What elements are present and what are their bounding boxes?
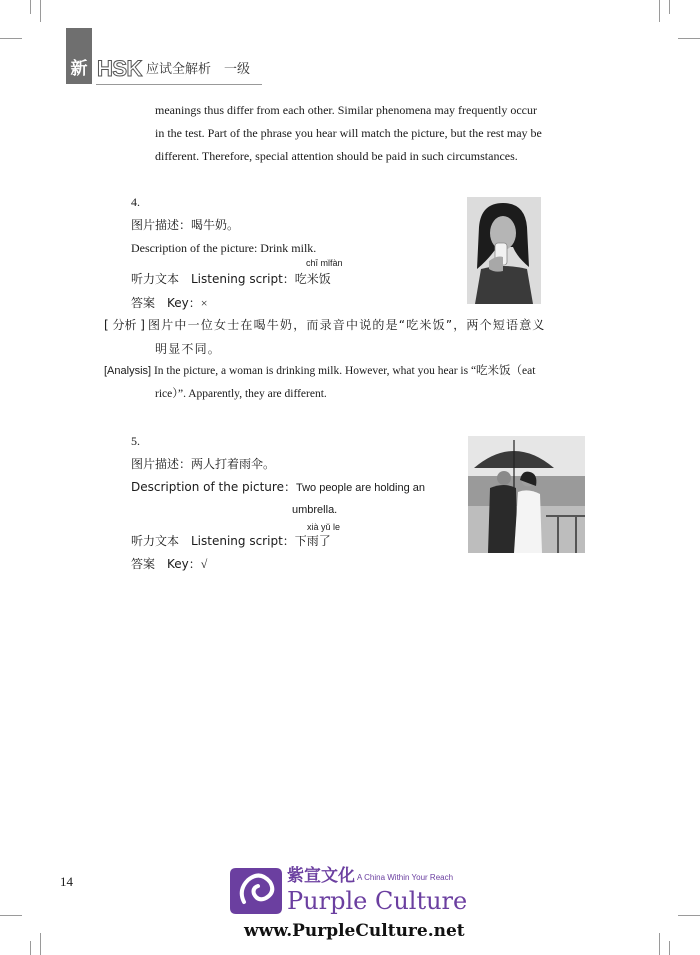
crop-mark	[678, 915, 700, 916]
q4-analysis-en-line: rice）”. Apparently, they are different.	[155, 388, 327, 400]
q5-script-pinyin: xià yǔ le	[307, 522, 341, 532]
q4-script-label: 听力文本 Listening script：	[131, 272, 295, 286]
header-xin: 新	[70, 59, 88, 79]
crop-mark	[30, 941, 31, 955]
q4-key-label: 答案 Key：	[131, 296, 201, 310]
q5-script-label: 听力文本 Listening script：	[131, 534, 295, 548]
q5-key-value: √	[200, 557, 208, 571]
q5-script-cn: 下雨了	[294, 534, 331, 548]
crop-mark	[30, 0, 31, 14]
q4-analysis-cn-label: [ 分析 ]	[104, 318, 145, 332]
q4-analysis-cn-line: 图片中一位女士在喝牛奶，而录音中说的是“吃米饭”，两个短语意义	[148, 318, 546, 332]
q4-analysis-en-line: In the picture, a woman is drinking milk. However, what you hear is “吃米饭（eat	[153, 365, 536, 377]
crop-mark	[40, 0, 41, 22]
crop-mark	[678, 38, 700, 39]
q4-desc-cn: 图片描述：喝牛奶。	[131, 218, 240, 232]
purple-swirl-icon	[228, 862, 284, 920]
crop-mark	[659, 0, 660, 22]
woman-drinking-milk-image	[467, 197, 541, 304]
q5-number: 5.	[131, 434, 140, 448]
q5-desc-en-line: Two people are holding an	[295, 482, 426, 494]
q4-analysis-cn-line: 明显不同。	[155, 342, 222, 356]
intro-line: in the test. Part of the phrase you hear will match the picture, but the rest may be	[155, 126, 542, 140]
header-rule	[96, 84, 262, 85]
q4-script-pinyin: chī mǐfàn	[306, 258, 343, 268]
q4-script-cn: 吃米饭	[294, 272, 331, 286]
couple-umbrella-image	[468, 436, 585, 553]
crop-mark	[669, 941, 670, 955]
q4-number: 4.	[131, 195, 140, 209]
header-subtitle: 应试全解析 一级	[146, 62, 251, 77]
header-hsk: HSK	[97, 56, 142, 81]
brand-logo	[228, 862, 284, 920]
intro-line: different. Therefore, special attention should be paid in such circumstances.	[155, 149, 518, 163]
crop-mark	[669, 0, 670, 14]
q4-analysis-en-label: [Analysis]	[104, 365, 152, 377]
q5-desc-en-line: umbrella.	[292, 504, 338, 516]
q4-desc-en: Description of the picture: Drink milk.	[131, 241, 317, 255]
crop-mark	[40, 933, 41, 955]
brand-cn: 紫宣文化	[287, 866, 355, 886]
page-number: 14	[60, 874, 73, 889]
q5-desc-cn: 图片描述：两人打着雨伞。	[131, 457, 276, 471]
q4-photo	[467, 197, 541, 304]
crop-mark	[0, 915, 22, 916]
brand-url: www.PurpleCulture.net	[244, 921, 465, 941]
brand-tagline: A China Within Your Reach	[357, 873, 454, 882]
q4-key-value: ×	[200, 296, 208, 310]
crop-mark	[0, 38, 22, 39]
q5-key-label: 答案 Key：	[131, 557, 201, 571]
intro-line: meanings thus differ from each other. Similar phenomena may frequently occur	[155, 103, 537, 117]
brand-name: Purple Culture	[287, 887, 468, 915]
crop-mark	[659, 933, 660, 955]
q5-photo	[468, 436, 585, 553]
q5-desc-en-label: Description of the picture：	[131, 480, 296, 494]
